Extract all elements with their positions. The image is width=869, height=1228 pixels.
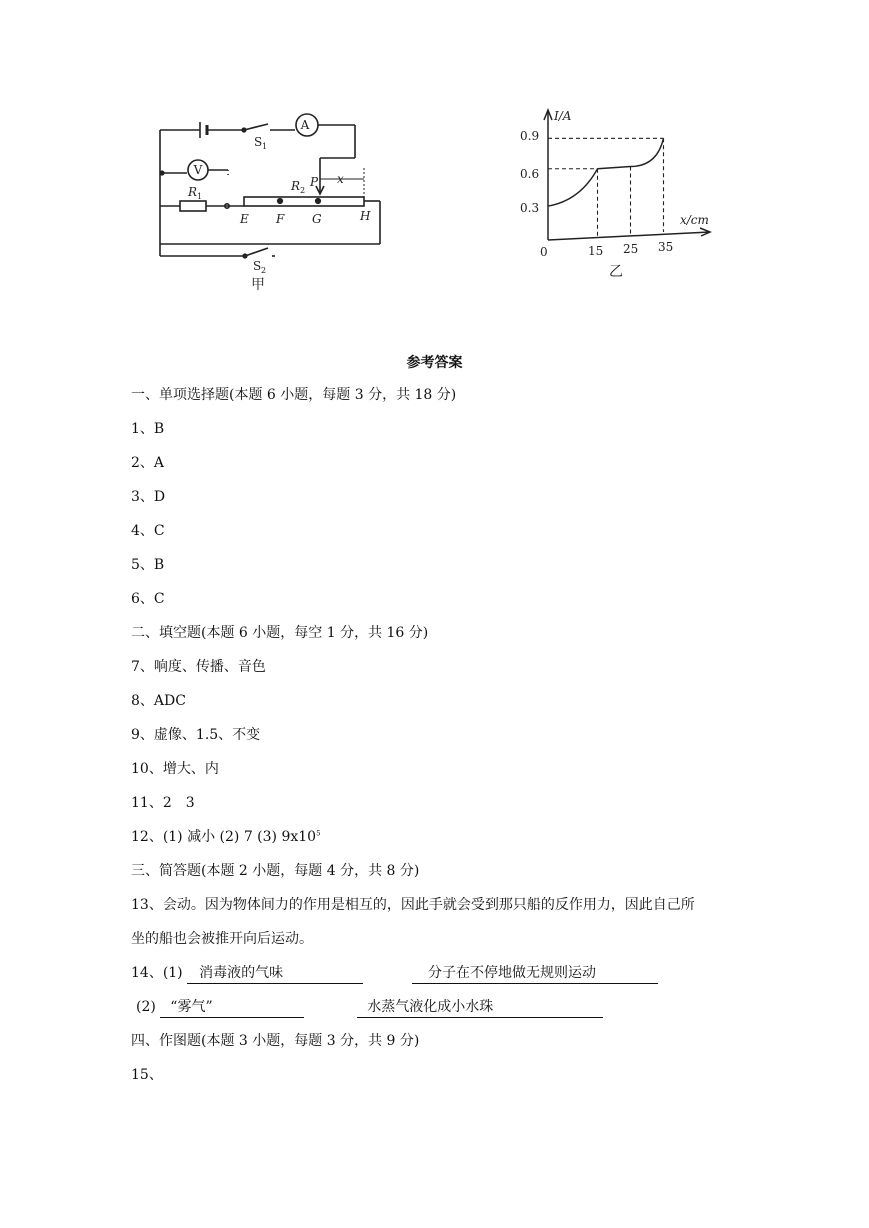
curve-segment-rising-2 xyxy=(631,138,664,166)
x-axis xyxy=(548,232,710,240)
answer-12 xyxy=(131,828,321,846)
g-label: G xyxy=(312,212,322,226)
switch-s2-blade xyxy=(245,248,268,256)
answer-6: 6、C xyxy=(131,591,165,607)
circuit-diagram xyxy=(150,108,390,298)
graph-caption: 乙 xyxy=(609,264,623,280)
s2-subscript: 2 xyxy=(261,266,267,275)
answer-15: 15、 xyxy=(131,1067,163,1083)
answer-13-line-1: 13、会动。因为物体间力的作用是相互的，因此手就会受到那只船的反作用力，因此自己所 xyxy=(131,897,695,913)
s2-label: S xyxy=(253,259,262,273)
answer-5: 5、B xyxy=(131,557,165,573)
x-tick-35: 35 xyxy=(658,240,674,254)
y-tick-0-9: 0.9 xyxy=(520,129,540,143)
answer-14-blank-1: 消毒液的气味 xyxy=(187,964,363,984)
r2-subscript: 2 xyxy=(300,186,306,195)
y-axis-label: I/A xyxy=(554,109,572,123)
resistor-r1 xyxy=(180,201,206,211)
origin-label: 0 xyxy=(540,245,548,259)
section-2-heading: 二、填空题(本题 6 小题，每空 1 分，共 16 分) xyxy=(131,625,429,641)
circuit-caption: 甲 xyxy=(251,277,265,293)
answer-1: 1、B xyxy=(131,421,165,437)
section-4-heading: 四、作图题(本题 3 小题，每题 3 分，共 9 分) xyxy=(131,1033,420,1049)
r2-label: R xyxy=(291,179,301,193)
answer-11: 11、2 3 xyxy=(131,795,195,811)
answer-14-blank-3: “雾气” xyxy=(160,998,304,1018)
y-tick-0-3: 0.3 xyxy=(520,201,540,215)
e-label: E xyxy=(240,212,249,226)
x-tick-25: 25 xyxy=(623,242,639,256)
answer-13-line-2: 坐的船也会被推开向后运动。 xyxy=(131,931,313,947)
h-label: H xyxy=(360,209,371,223)
answer-12-exponent: 5 xyxy=(316,829,321,838)
answer-2: 2、A xyxy=(131,455,165,471)
y-tick-0-6: 0.6 xyxy=(520,167,540,181)
r1-label: R xyxy=(188,185,198,199)
ammeter-label: A xyxy=(300,118,310,132)
answer-14-blank-4: 水蒸气液化成小水珠 xyxy=(357,998,603,1018)
x-tick-15: 15 xyxy=(588,244,604,258)
answer-14-part-1 xyxy=(131,964,658,984)
answer-8: 8、ADC xyxy=(131,693,186,709)
answer-3: 3、D xyxy=(131,489,166,505)
answer-14-blank-2: 分子在不停地做无规则运动 xyxy=(412,964,658,984)
answer-12-text: 12、(1) 减小 (2) 7 (3) 9x10 xyxy=(131,829,317,845)
curve-segment-flat xyxy=(598,166,631,168)
section-1-heading: 一、单项选择题(本题 6 小题，每题 3 分，共 18 分) xyxy=(131,387,457,403)
s1-subscript: 1 xyxy=(262,142,268,151)
voltmeter-label: V xyxy=(193,163,203,177)
resistor-r2-rod xyxy=(244,197,364,206)
answer-10: 10、增大、内 xyxy=(131,761,219,777)
current-position-graph xyxy=(510,100,740,285)
p-label: P xyxy=(310,175,319,189)
switch-s1-blade xyxy=(244,124,268,130)
s1-label: S xyxy=(254,135,263,149)
answer-9: 9、虚像、1.5、不变 xyxy=(131,727,261,743)
answer-4: 4、C xyxy=(131,523,165,539)
answer-7: 7、响度、传播、音色 xyxy=(131,659,266,675)
answer-14-prefix-1: 14、(1) xyxy=(131,965,183,981)
r1-subscript: 1 xyxy=(197,192,203,201)
answer-title: 参考答案 xyxy=(406,355,463,371)
answer-14-part-2 xyxy=(136,998,603,1018)
x-axis-label: x/cm xyxy=(680,213,709,227)
x-label: x xyxy=(337,172,344,186)
section-3-heading: 三、简答题(本题 2 小题，每题 4 分，共 8 分) xyxy=(131,863,420,879)
f-label: F xyxy=(276,212,285,226)
answer-14-prefix-2: (2) xyxy=(136,999,156,1015)
curve-segment-rising-1 xyxy=(548,169,598,206)
